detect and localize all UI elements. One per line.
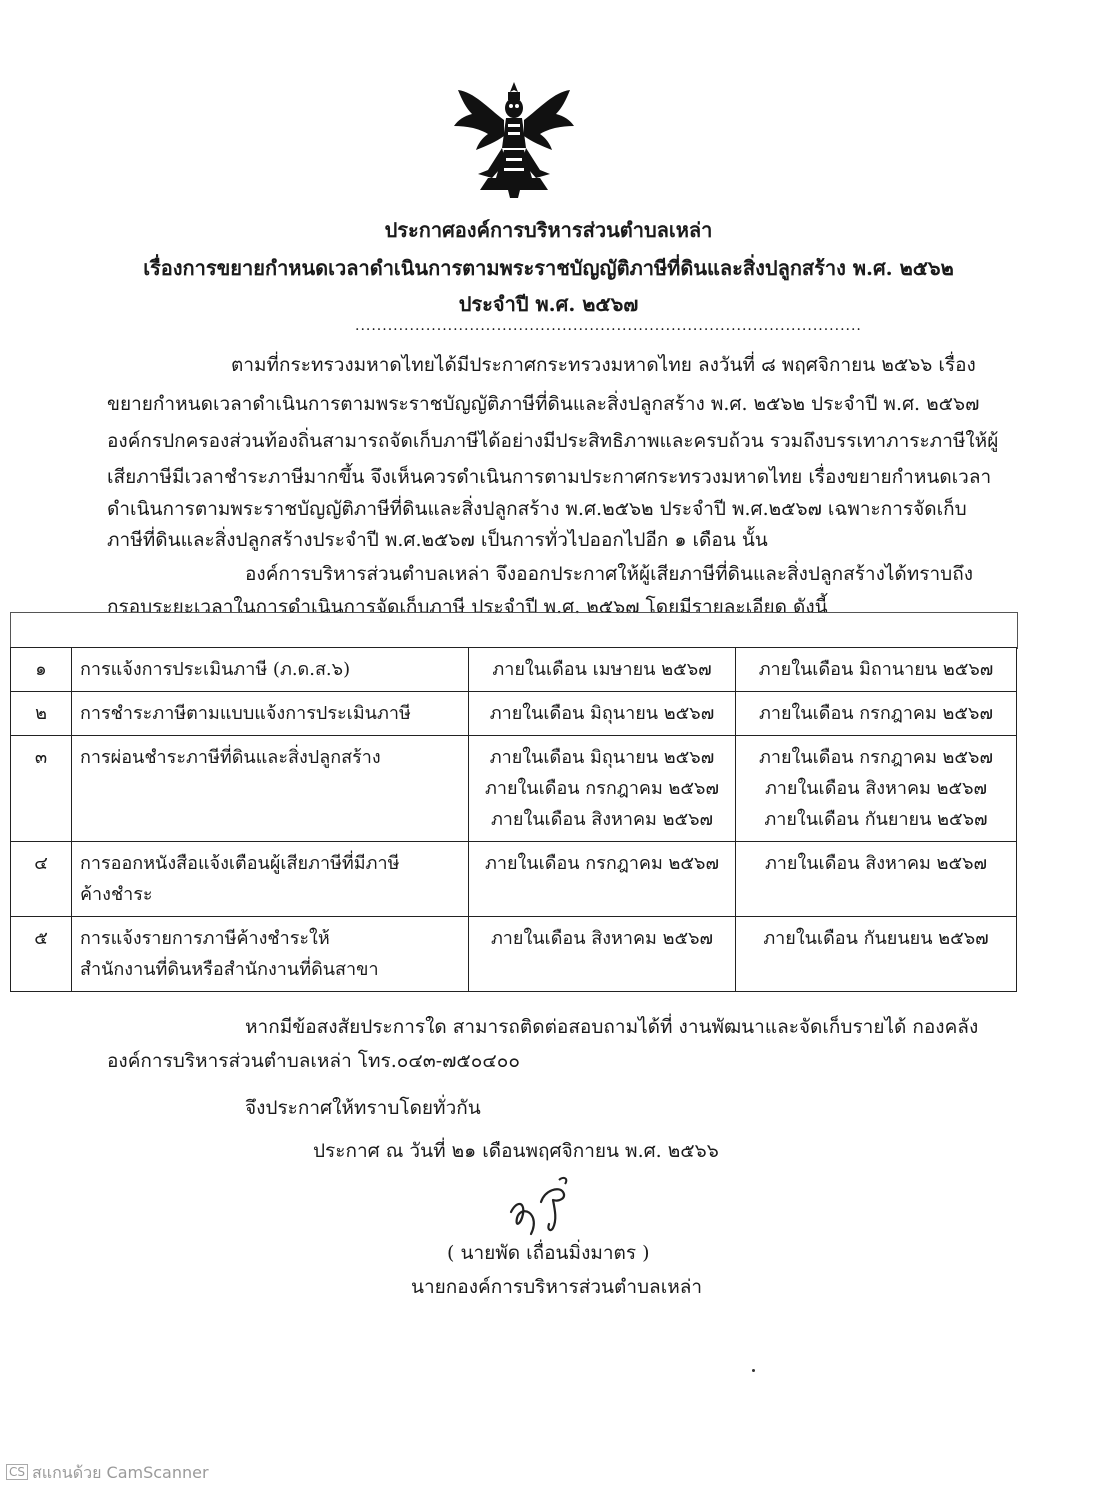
row-number: ๔ [11,842,72,917]
announcement: จึงประกาศให้ทราบโดยทั่วกัน [245,1097,481,1119]
extended-period-cell: ภายในเดือน กรกฎาคม ๒๕๖๗ ภายในเดือน สิงหาคม ๒๕๖๗ ภายในเดือน กันยายน ๒๕๖๗ [736,736,1017,842]
paragraph-1-line-4: เสียภาษีมีเวลาชำระภาษีมากขึ้น จึงเห็นควรดำเนินการตามประกาศกระทรวงมหาดไทย เรื่องขยายกำหนดเวลา [107,466,992,488]
extended-period-cell: ภายในเดือน มิถานายน ๒๕๖๗ [736,648,1017,692]
activity-cell: การแจ้งรายการภาษีค้างชำระให้ สำนักงานที่ดินหรือสำนักงานที่ดินสาขา [72,917,469,992]
document-year: ประจำปี พ.ศ. ๒๕๖๗ [458,292,639,316]
activity-cell: การออกหนังสือแจ้งเตือนผู้เสียภาษีที่มีภาษี ค้างชำระ [72,842,469,917]
dotted-separator: ............................................................................................. [355,318,862,334]
signatory-name: ( นายพัด เถื่อนมิ่งมาตร ) [447,1242,650,1264]
paragraph-1-line-2: ขยายกำหนดเวลาดำเนินการตามพระราชบัญญัติภาษีที่ดินและสิ่งปลูกสร้าง พ.ศ. ๒๕๖๒ ประจำปี พ.ศ. ๒๕๖๗ [107,393,980,415]
row-number: ๓ [11,736,72,842]
paragraph-1-line-5: ดำเนินการตามพระราชบัญญัติภาษีที่ดินและสิ่งปลูกสร้าง พ.ศ.๒๕๖๒ ประจำปี พ.ศ.๒๕๖๗ เฉพาะการจัดเก็บ [107,498,967,520]
extended-period-cell: ภายในเดือน สิงหาคม ๒๕๖๗ [736,842,1017,917]
row-number: ๕ [11,917,72,992]
table-row [11,648,1017,692]
original-period-cell: ภายในเดือน กรกฎาคม ๒๕๖๗ [469,842,736,917]
activity-cell: การชำระภาษีตามแบบแจ้งการประเมินภาษี [72,692,469,736]
original-period-cell: ภายในเดือน สิงหาคม ๒๕๖๗ [469,917,736,992]
schedule-table [10,647,1017,992]
extended-period-cell: ภายในเดือน กันยนยน ๒๕๖๗ [736,917,1017,992]
activity-cell: การผ่อนชำระภาษีที่ดินและสิ่งปลูกสร้าง [72,736,469,842]
paragraph-1-line-3: องค์กรปกครองส่วนท้องถิ่นสามารถจัดเก็บภาษีได้อย่างมีประสิทธิภาพและครบถ้วน รวมถึงบรรเทาภาระภาษีให้ผู้ [107,430,999,452]
garuda-emblem-icon [448,78,580,200]
table-row [11,736,1017,842]
activity-cell: การแจ้งการประเมินภาษี (ภ.ด.ส.๖) [72,648,469,692]
extended-period-cell: ภายในเดือน กรกฎาคม ๒๕๖๗ [736,692,1017,736]
row-number: ๒ [11,692,72,736]
row-number: ๑ [11,648,72,692]
paragraph-2-line-1: องค์การบริหารส่วนตำบลเหล่า จึงออกประกาศให้ผู้เสียภาษีที่ดินและสิ่งปลูกสร้างได้ทราบถึง [245,563,974,585]
scanner-watermark [6,1461,209,1486]
handwritten-signature [505,1172,575,1242]
original-period-cell: ภายในเดือน มิถุนายน ๒๕๖๗ ภายในเดือน กรกฎาคม ๒๕๖๗ ภายในเดือน สิงหาคม ๒๕๖๗ [469,736,736,842]
document-subject: เรื่องการขยายกำหนดเวลาดำเนินการตามพระราชบัญญัติภาษีที่ดินและสิ่งปลูกสร้าง พ.ศ. ๒๕๖๒ [143,256,954,280]
scanner-label: สแกนด้วย CamScanner [32,1463,209,1482]
original-period-cell: ภายในเดือน เมษายน ๒๕๖๗ [469,648,736,692]
contact-line-1: หากมีข้อสงสัยประการใด สามารถติดต่อสอบถามได้ที่ งานพัฒนาและจัดเก็บรายได้ กองคลัง [245,1016,979,1038]
paragraph-1-line-1: ตามที่กระทรวงมหาดไทยได้มีประกาศกระทรวงมหาดไทย ลงวันที่ ๘ พฤศจิกายน ๒๕๖๖ เรื่อง [231,354,976,376]
document-title: ประกาศองค์การบริหารส่วนตำบลเหล่า [384,218,713,242]
contact-line-2: องค์การบริหารส่วนตำบลเหล่า โทร.๐๔๓-๗๕๐๔๐๐ [107,1050,520,1072]
table-row [11,842,1017,917]
original-period-cell: ภายในเดือน มิถุนายน ๒๕๖๗ [469,692,736,736]
signatory-position: นายกองค์การบริหารส่วนตำบลเหล่า [411,1276,703,1298]
scan-speck [752,1369,755,1372]
paragraph-2-line-2: กรอบระยะเวลาในการดำเนินการจัดเก็บภาษี ประจำปี พ.ศ. ๒๕๖๗ โดยมีรายละเอียด ดังนี้ [107,596,828,618]
announcement-date: ประกาศ ณ วันที่ ๒๑ เดือนพฤศจิกายน พ.ศ. ๒๕๖๖ [313,1140,719,1162]
camscanner-icon: CS [6,1464,28,1480]
table-row [11,917,1017,992]
paragraph-1-line-6: ภาษีที่ดินและสิ่งปลูกสร้างประจำปี พ.ศ.๒๕๖๗ เป็นการทั่วไปออกไปอีก ๑ เดือน นั้น [107,529,768,551]
table-row [11,692,1017,736]
table-header-frame [10,612,1018,649]
